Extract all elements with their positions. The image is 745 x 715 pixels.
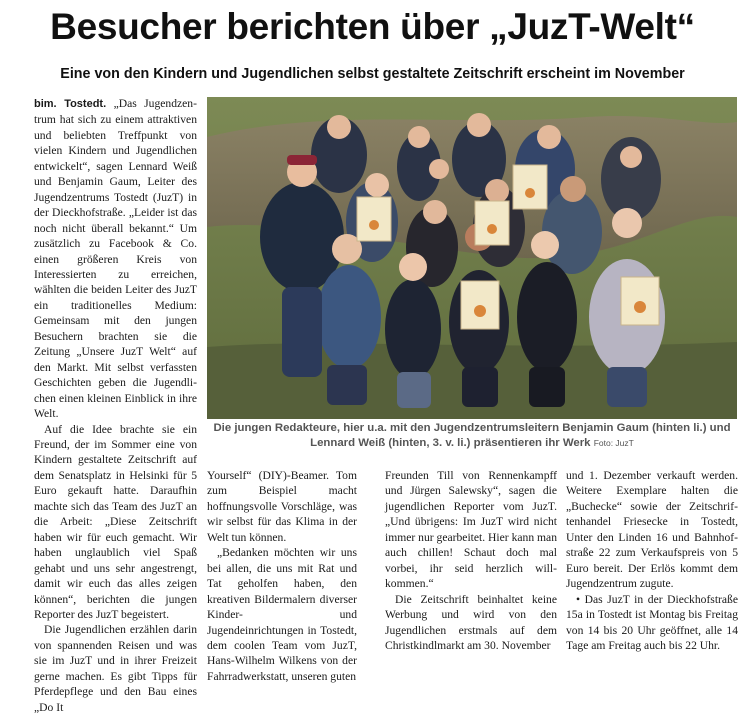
group-photo [207,97,737,419]
article-column-2 [207,468,357,683]
col2-paragraph-2: „Bedanken möchten wir uns bei allen, die uns mit Rat und Tat geholfen haben, den kreativen Bildermalern diverser Kinder- und Jugendeinrichtungen in Tostedt, dem coolen Team vom JuzT, Hans-Wilhelm Wilkens von der Fahrradwerkstatt, unseren guten [207,546,357,683]
col2-paragraph-1: Yourself“ (DIY)-Beamer. Tom zum Beispiel macht hoffnungsvolle Vorschläge, was wir selbst für das Klima in der Welt tun können. [207,469,357,544]
article-column-3 [385,468,557,652]
col4-info-note: • Das JuzT in der Dieckhofstraße 15a in Tostedt ist Montag bis Freitag von 14 bis 20 Uhr geöffnet, alle 14 Tage am Freitag auch bis 22 Uhr. [566,592,738,652]
col1-paragraph-3: Die Jugendlichen erzählen darin von spannenden Reisen und was sie im JuzT und in ihrer Freizeit gerne machen. Es gibt Tipps für Pferdepflege und den Bau eines „Do It [34,623,197,714]
article-column-4 [566,468,738,652]
col4-paragraph-1: und 1. Dezember verkauft werden. Weitere Exemplare halten die „Buchecke“ sowie der Zeitschriftenhandel Friesecke in Tostedt, Unter den Linden 16 und Bahnhofstraße 22 zum Verkaufspreis von 5 Euro bereit. Der Erlös kommt dem Jugendzentrum zugute. [566,469,738,591]
subheadline: Eine von den Kindern und Jugendlichen selbst gestaltete Zeitschrift erscheint im November [60,66,685,82]
caption-text: Die jungen Redakteure, hier u.a. mit den Jugendzentrumsleitern Benjamin Gaum (hinten li.) und Lennard Weiß (hinten, 3. v. li.) präsentieren ihr Werk [213,422,731,449]
col3-paragraph-1: Freunden Till von Rennenkampff und Jürgen Salewsky“, sagen die jugendlichen Reporter vom JuzT. „Und übrigens: Im JuzT wird nicht immer nur gearbeitet. Hier kann man auch chillen! Schaut doch mal vorbei, ihr seid herzlich willkommen.“ [385,469,557,591]
col1-paragraph-1: „Das Jugendzentrum hat sich zu einem attraktiven und beliebten Treffpunkt von vielen Kindern und Jugendlichen entwickelt“, sagen Lennard Weiß und Benjamin Gaum, Leiter des Jugendzentrums Tostedt (JuzT) in der Dieckhofstraße. „Leider ist das noch nicht überall bekannt.“ Um zusätzlich zu Facebook & Co. einen größeren Kreis von Interessierten zu erreichen, wählten die beiden Leiter des JuzT ein traditionelles Medium: Gemeinsam mit den jungen Besuchern brachten sie die Zeitung „Unsere JuzT Welt“ auf den Markt. Mit selbst verfassten Geschichten geben die Jugendlichen einen kleinen Einblick in ihre Welt. [34,97,197,421]
photo-credit: Foto: JuzT [593,438,634,448]
col1-paragraph-2: Auf die Idee brachte sie ein Freund, der im Sommer eine von Kindern gestaltete Zeitschrift auf dem Senatsplatz in Helsinki für 5 Euro gekauft hatte. Daraufhin machte sich das Team des JuzT an die Arbeit: „Diese Zeitschrift haben wir für euch gemacht. Wir haben unglaublich viel Spaß gehabt und uns sehr angestrengt, damit wir euch das alles zeigen können“, berichten die jungen Reporter des JuzT begeistert. [34,422,197,621]
dateline: bim. Tostedt. [34,98,107,110]
article-column-1 [34,96,197,714]
col3-paragraph-2: Die Zeitschrift beinhaltet keine Werbung und wird von den Jugendlichen erstmals auf dem Christkindlmarkt am 30. November [385,592,557,652]
photo-caption [207,421,737,451]
headline: Besucher berichten über „JuzT-Welt“ [50,6,695,47]
